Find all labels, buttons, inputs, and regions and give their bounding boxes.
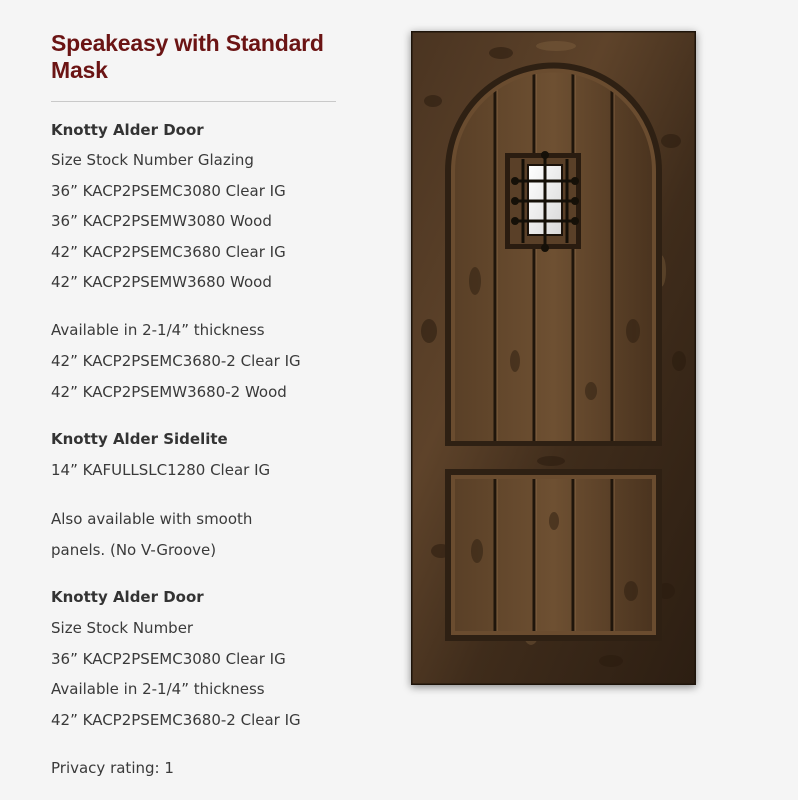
- privacy-rating: Privacy rating: 1: [51, 759, 174, 777]
- thickness-note: Available in 2-1/4” thickness: [51, 680, 265, 698]
- title-divider: [51, 101, 336, 102]
- section-heading: Knotty Alder Sidelite: [51, 430, 228, 448]
- section-heading: Knotty Alder Door: [51, 588, 204, 606]
- product-row: 36” KACP2PSEMC3080 Clear IG: [51, 650, 286, 668]
- section-heading: Knotty Alder Door: [51, 121, 204, 139]
- product-row: 42” KACP2PSEMC3680 Clear IG: [51, 243, 286, 261]
- product-row: 42” KACP2PSEMC3680-2 Clear IG: [51, 711, 301, 729]
- product-row: 42” KACP2PSEMW3680 Wood: [51, 273, 272, 291]
- product-row: 42” KACP2PSEMW3680-2 Wood: [51, 383, 287, 401]
- door-image: [411, 31, 696, 685]
- column-header: Size Stock Number: [51, 619, 194, 637]
- page-title: Speakeasy with Standard Mask: [51, 30, 324, 83]
- availability-note: panels. (No V-Groove): [51, 541, 217, 559]
- thickness-note: Available in 2-1/4” thickness: [51, 321, 265, 339]
- product-row: 36” KACP2PSEMW3080 Wood: [51, 212, 272, 230]
- availability-note: Also available with smooth: [51, 510, 253, 528]
- product-row: 14” KAFULLSLC1280 Clear IG: [51, 461, 271, 479]
- column-header: Size Stock Number Glazing: [51, 151, 254, 169]
- product-row: 36” KACP2PSEMC3080 Clear IG: [51, 182, 286, 200]
- product-row: 42” KACP2PSEMC3680-2 Clear IG: [51, 352, 301, 370]
